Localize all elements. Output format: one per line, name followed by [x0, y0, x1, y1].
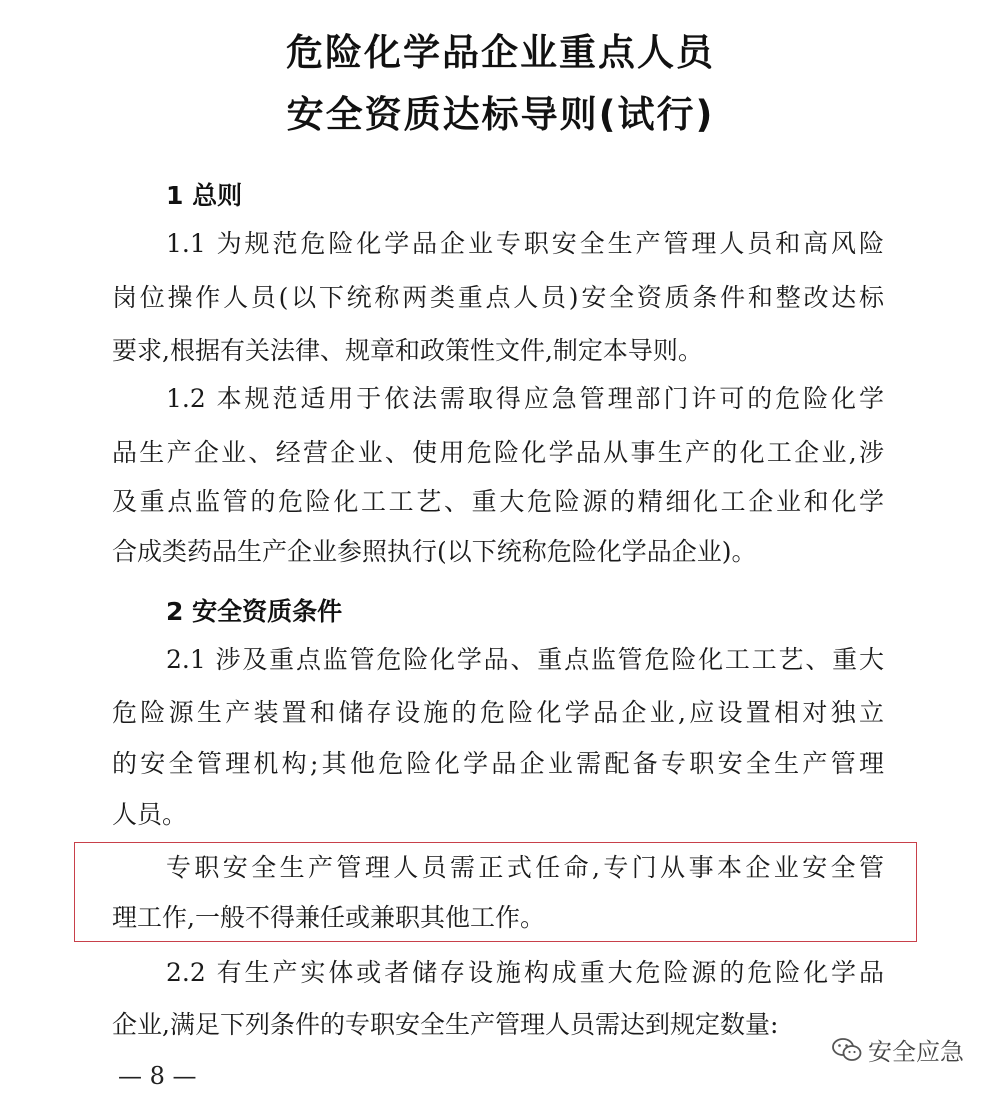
section-2-heading: 2 安全资质条件 [166, 597, 343, 626]
paragraph-1-2-line: 及重点监管的危险化工工艺、重大危险源的精细化工企业和化学 [112, 487, 884, 516]
paragraph-1-2-line: 1.2 本规范适用于依法需取得应急管理部门许可的危险化学 [166, 384, 884, 413]
watermark [832, 1032, 964, 1067]
paragraph-2-1-line: 2.1 涉及重点监管危险化学品、重点监管危险化工工艺、重大 [166, 645, 884, 674]
highlighted-paragraph-line: 专职安全生产管理人员需正式任命,专门从事本企业安全管 [166, 853, 884, 882]
highlighted-paragraph-line: 理工作,一般不得兼任或兼职其他工作。 [112, 903, 545, 932]
paragraph-2-2-line: 企业,满足下列条件的专职安全生产管理人员需达到规定数量: [112, 1010, 779, 1039]
paragraph-1-1-line: 1.1 为规范危险化学品企业专职安全生产管理人员和高风险 [166, 229, 884, 258]
paragraph-1-1-line: 要求,根据有关法律、规章和政策性文件,制定本导则。 [112, 336, 703, 365]
wechat-icon [832, 1037, 862, 1063]
paragraph-2-2-line: 2.2 有生产实体或者储存设施构成重大危险源的危险化学品 [166, 958, 884, 987]
paragraph-1-1-line: 岗位操作人员(以下统称两类重点人员)安全资质条件和整改达标 [112, 283, 884, 312]
paragraph-1-2-line: 品生产企业、经营企业、使用危险化学品从事生产的化工企业,涉 [112, 438, 884, 467]
paragraph-2-1-line: 的安全管理机构;其他危险化学品企业需配备专职安全生产管理 [112, 749, 884, 778]
paragraph-1-2-line: 合成类药品生产企业参照执行(以下统称危险化学品企业)。 [112, 537, 757, 566]
page-number: — 8 — [118, 1062, 197, 1090]
watermark-text: 安全应急 [868, 1038, 964, 1066]
paragraph-2-1-line: 人员。 [112, 800, 188, 829]
document-title-line-1: 危险化学品企业重点人员 [286, 31, 715, 74]
paragraph-2-1-line: 危险源生产装置和储存设施的危险化学品企业,应设置相对独立 [112, 698, 884, 727]
section-1-heading: 1 总则 [166, 181, 243, 210]
document-title-line-2: 安全资质达标导则(试行) [286, 93, 715, 136]
